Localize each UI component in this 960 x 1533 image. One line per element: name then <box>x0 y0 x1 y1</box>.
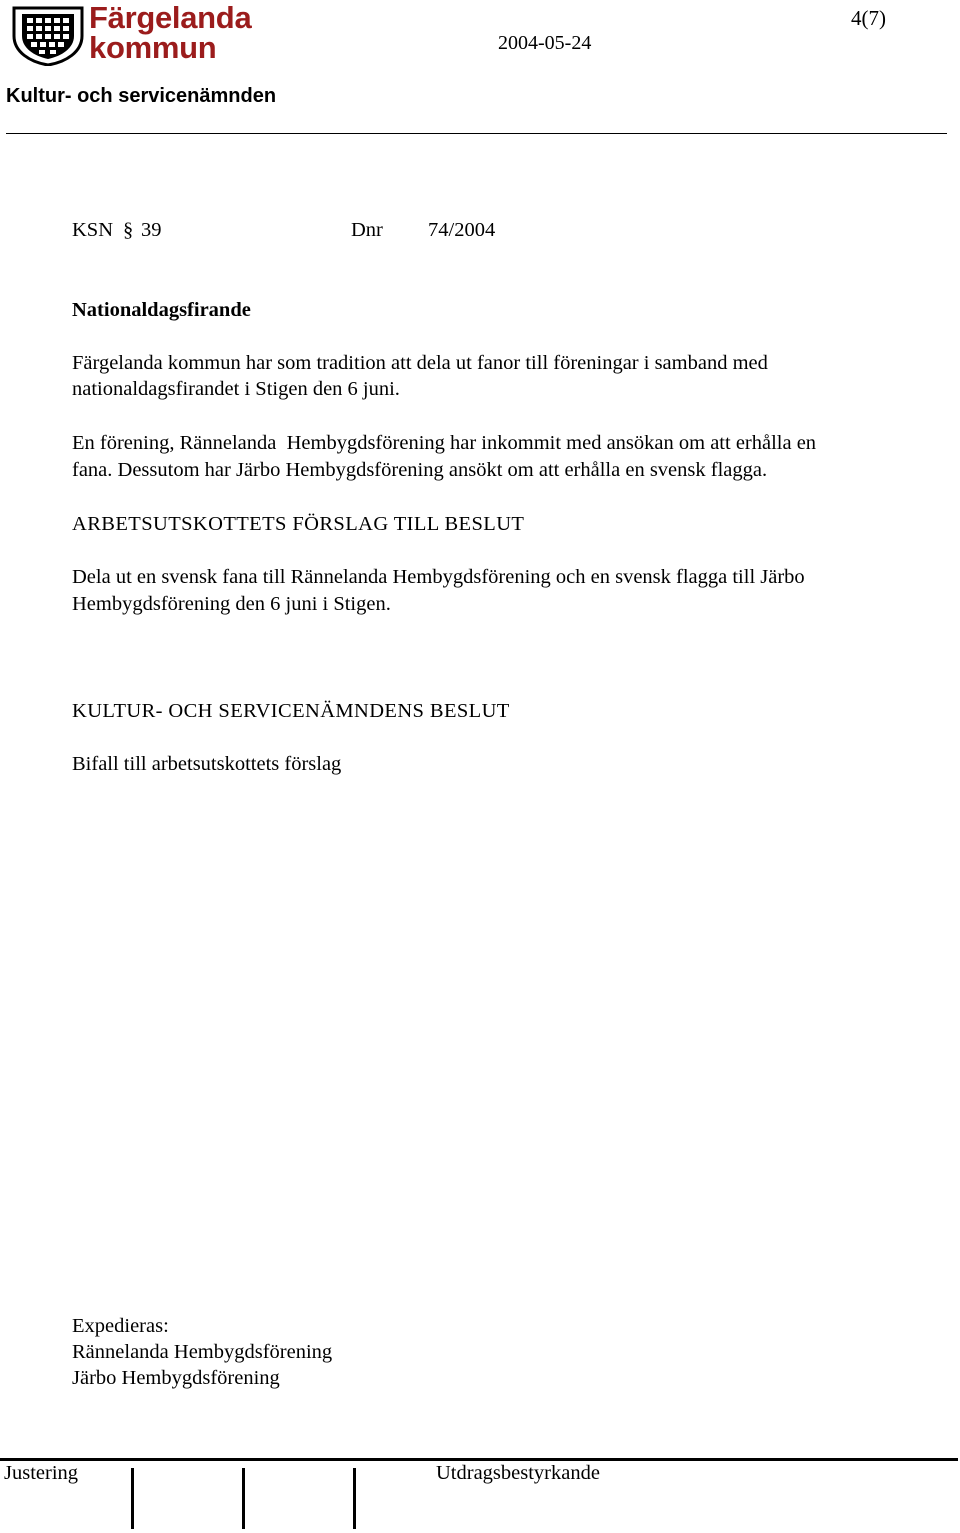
signature-box-divider <box>353 1468 356 1529</box>
signature-box-divider <box>131 1468 134 1529</box>
justering-label: Justering <box>4 1462 79 1484</box>
recipient-item: Järbo Hembygdsförening <box>72 1367 280 1389</box>
dnr-value: 74/2004 <box>428 219 496 241</box>
matter-title: Nationaldagsfirande <box>72 299 251 321</box>
proposal-heading: ARBETSUTSKOTTETS FÖRSLAG TILL BESLUT <box>72 513 525 535</box>
signature-box-divider <box>242 1468 245 1529</box>
proposal-line: Dela ut en svensk fana till Rännelanda Hembygdsförening och en svensk flagga till Järbo <box>72 566 805 588</box>
document-date: 2004-05-24 <box>498 32 592 54</box>
dnr-label: Dnr <box>351 219 383 241</box>
logo-wordmark-line1: Färgelanda <box>89 0 252 35</box>
decision-text: Bifall till arbetsutskottets förslag <box>72 753 342 775</box>
department-name: Kultur- och servicenämnden <box>6 85 277 107</box>
paragraph-line: En förening, Rännelanda Hembygdsförening har inkommit med ansökan om att erhålla en <box>72 432 817 454</box>
footer-divider <box>0 1458 958 1461</box>
paragraph-line: fana. Dessutom har Järbo Hembygdsförening ansökt om att erhålla en svensk flagga. <box>72 459 768 481</box>
paragraph-line: Färgelanda kommun har som tradition att dela ut fanor till föreningar i samband med <box>72 352 768 374</box>
recipient-item: Rännelanda Hembygdsförening <box>72 1341 333 1363</box>
paragraph-line: nationaldagsfirandet i Stigen den 6 juni. <box>72 378 400 400</box>
ksn-label: KSN <box>72 219 114 241</box>
ksn-number: 39 <box>141 219 162 241</box>
municipal-shield-icon <box>12 6 84 66</box>
expedieras-label: Expedieras: <box>72 1315 169 1337</box>
header-divider <box>6 133 947 134</box>
decision-heading: KULTUR- OCH SERVICENÄMNDENS BESLUT <box>72 700 510 722</box>
proposal-line: Hembygdsförening den 6 juni i Stigen. <box>72 593 391 615</box>
page-number: 4(7) <box>851 6 886 30</box>
logo-wordmark-line2: kommun <box>89 30 217 65</box>
utdragsbestyrkande-label: Utdragsbestyrkande <box>436 1462 600 1484</box>
section-symbol: § <box>123 219 134 241</box>
